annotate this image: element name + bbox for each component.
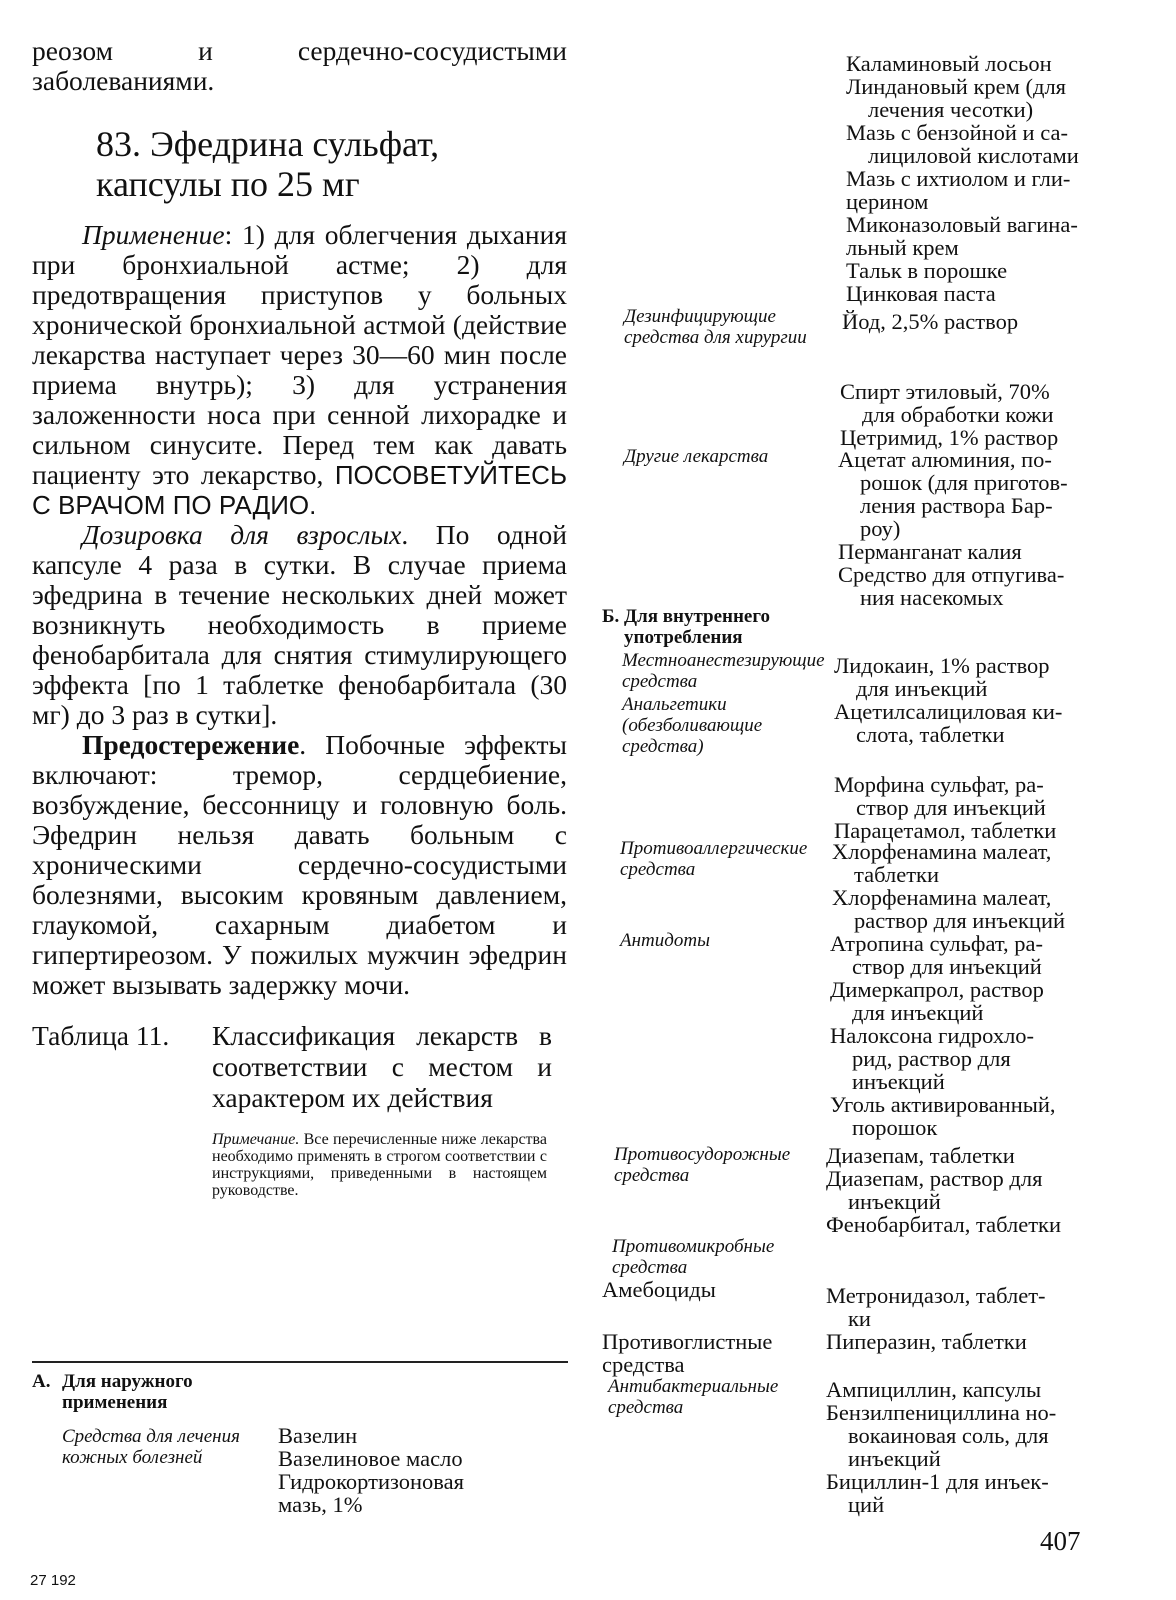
section-b-letter: Б. — [602, 606, 620, 627]
antimicrobial-category: Противомикробные средства — [612, 1236, 775, 1278]
table-title: Классификация лекарств в соответствии с местом и характером их действия — [212, 1020, 552, 1113]
drug-item: Хлорфенамина малеат, таблетки — [832, 839, 1052, 887]
skin-drugs — [278, 1424, 518, 1516]
page-number: 407 — [1040, 1526, 1081, 1556]
drug-item: Морфина сульфат, ра- створ для инъекций — [834, 772, 1046, 820]
section-title-line2: капсулы по 25 мг — [96, 164, 360, 204]
section-b-title: Для внутреннего употребления — [624, 606, 771, 648]
drug-item: Линдановый крем (для лечения чесотки) — [846, 74, 1067, 122]
note-text: Все перечисленные ниже лекарства необходимо применять в строгом соответствии с инструкциями, приведенными в настоящем руководстве. — [212, 1131, 547, 1199]
amoebicide-drug: Метронидазол, таблет- ки — [826, 1283, 1046, 1331]
amoebicide-category: Амебоциды — [602, 1277, 716, 1302]
antibacterial-category: Антибактериальные средства — [608, 1376, 779, 1418]
table-note — [212, 1131, 547, 1199]
drug-item: Налоксона гидрохло- рид, раствор для инъекций — [830, 1023, 1035, 1094]
drug-item: Диазепам, раствор для инъекций — [826, 1166, 1043, 1214]
section-title-line1: 83. Эфедрина сульфат, — [96, 124, 440, 164]
other-drugs — [838, 448, 1108, 609]
disinfect-drugs-more — [840, 380, 1110, 449]
warning-label: Предостережение — [82, 729, 300, 760]
drug-item: Хлорфенамина малеат, раствор для инъекций — [832, 885, 1066, 933]
drug-item: Диазепам, таблетки — [826, 1143, 1015, 1168]
application-emphasis: ПОСОВЕТУЙТЕСЬ С ВРАЧОМ ПО РАДИО. — [32, 460, 567, 520]
application-label: Применение — [82, 219, 225, 250]
drug-item: Атропина сульфат, ра- створ для инъекций — [830, 931, 1044, 979]
anticonv-category: Противосудорожные средства — [614, 1144, 791, 1186]
section-a-title: Для наружного применения — [62, 1371, 193, 1413]
analgesic-category: Анальгетики (обезболивающие средства) — [622, 694, 763, 757]
antiallergic-category: Противоаллергические средства — [620, 838, 808, 880]
paragraph-continuation: реозом и сердечно-сосудистыми заболеваниями. — [32, 35, 567, 96]
drug-item: Димеркапрол, раствор для инъекций — [830, 977, 1044, 1025]
drug-item: Уголь активированный, порошок — [830, 1092, 1056, 1140]
drug-item: Миконазоловый вагина- льный крем — [846, 212, 1078, 260]
antiallergic-drugs — [832, 840, 1102, 932]
drug-item: Бензилпенициллина но- вокаиновая соль, для инъекций — [826, 1400, 1057, 1471]
local-anesth-category: Местноанестезирующие средства — [622, 650, 825, 692]
note-label: Примечание. — [212, 1131, 300, 1148]
antidote-category: Антидоты — [620, 930, 710, 951]
drug-item: Цинковая паста — [846, 281, 996, 306]
local-anesth-drug: Лидокаин, 1% раствор для инъекций — [834, 653, 1050, 701]
dosage-text: . По одной капсуле 4 раза в сутки. В случае приема эфедрина в течение нескольких дней может возникнуть необходимость в приеме фенобарбитала для снятия стимулирующего эффекта [по 1 таблетке фенобарбитала (30 мг) до 3 раз в сутки]. — [32, 519, 567, 730]
left-column — [32, 36, 567, 1199]
drug-item: Перманганат калия — [838, 539, 1022, 564]
section-a-letter: А. — [32, 1371, 51, 1392]
section-title — [96, 124, 567, 204]
anthelmintic-category: Противоглистные средства — [602, 1329, 773, 1377]
drug-item: Мазь с бензойной и са- лициловой кислотами — [846, 120, 1079, 168]
antidote-drugs — [830, 932, 1102, 1139]
warning-paragraph — [32, 730, 567, 1000]
drug-item: Ацетат алюминия, по- рошок (для приготов- ления раствора Бар- роу) — [838, 447, 1068, 541]
signature-marks: 27 192 — [30, 1572, 76, 1589]
drug-item: Цетримид, 1% раствор — [840, 425, 1059, 450]
antibacterial-drugs — [826, 1378, 1098, 1516]
table-caption — [32, 1020, 567, 1113]
drug-item: Каламиновый лосьон — [846, 51, 1052, 76]
disinfect-category: Дезинфицирующие средства для хирургии — [624, 306, 807, 348]
analgesic-drugs — [834, 700, 1104, 842]
application-text: : 1) для облегчения дыхания при бронхиальной астме; 2) для предотвращения приступов у больных хронической бронхиальной астмой (действие лекарства наступает через 30—60 мин после приема внутрь); 3) для устранения заложенности носа при сенной лихорадке и сильном синусите. Перед тем как давать пациенту это лекарство, — [32, 219, 567, 490]
table-top-rule — [32, 1361, 568, 1363]
anthelmintic-drug: Пиперазин, таблетки — [826, 1329, 1027, 1354]
drug-item: Гидрокортизоновая мазь, 1% — [278, 1469, 464, 1517]
dosage-paragraph — [32, 520, 567, 730]
drug-item: Вазелин — [278, 1423, 358, 1448]
skin-category: Средства для лечения кожных болезней — [62, 1426, 240, 1468]
anticonv-drugs — [826, 1144, 1101, 1236]
drug-item: Фенобарбитал, таблетки — [826, 1212, 1061, 1237]
drug-item: Спирт этиловый, 70% для обработки кожи — [840, 379, 1054, 427]
drug-item: Ацетилсалициловая ки- слота, таблетки — [834, 699, 1063, 747]
disinfect-drug-iodine: Йод, 2,5% раствор — [842, 309, 1019, 334]
application-paragraph — [32, 220, 567, 520]
table-number: Таблица 11. — [32, 1020, 170, 1051]
warning-text: . Побочные эффекты включают: тремор, сердцебиение, возбуждение, бессонницу и головную боль. Эфедрин нельзя давать больным с хроническими сердечно-сосудистыми болезнями, высоким кровяным давлением, глаукомой, сахарным диабетом и гипертиреозом. У пожилых мужчин эфедрин может вызывать задержку мочи. — [32, 729, 567, 1000]
dosage-label: Дозировка для взрослых — [82, 519, 402, 550]
other-category: Другие лекарства — [624, 446, 769, 467]
drug-item: Бициллин-1 для инъек- ций — [826, 1469, 1049, 1517]
drug-item: Средство для отпугива- ния насекомых — [838, 562, 1065, 610]
skin-drugs-continued — [846, 52, 1121, 305]
drug-item: Мазь с ихтиолом и гли- церином — [846, 166, 1071, 214]
drug-item: Парацетамол, таблетки — [834, 818, 1057, 843]
drug-item: Вазелиновое масло — [278, 1446, 463, 1471]
drug-item: Ампициллин, капсулы — [826, 1377, 1042, 1402]
drug-item: Тальк в порошке — [846, 258, 1008, 283]
